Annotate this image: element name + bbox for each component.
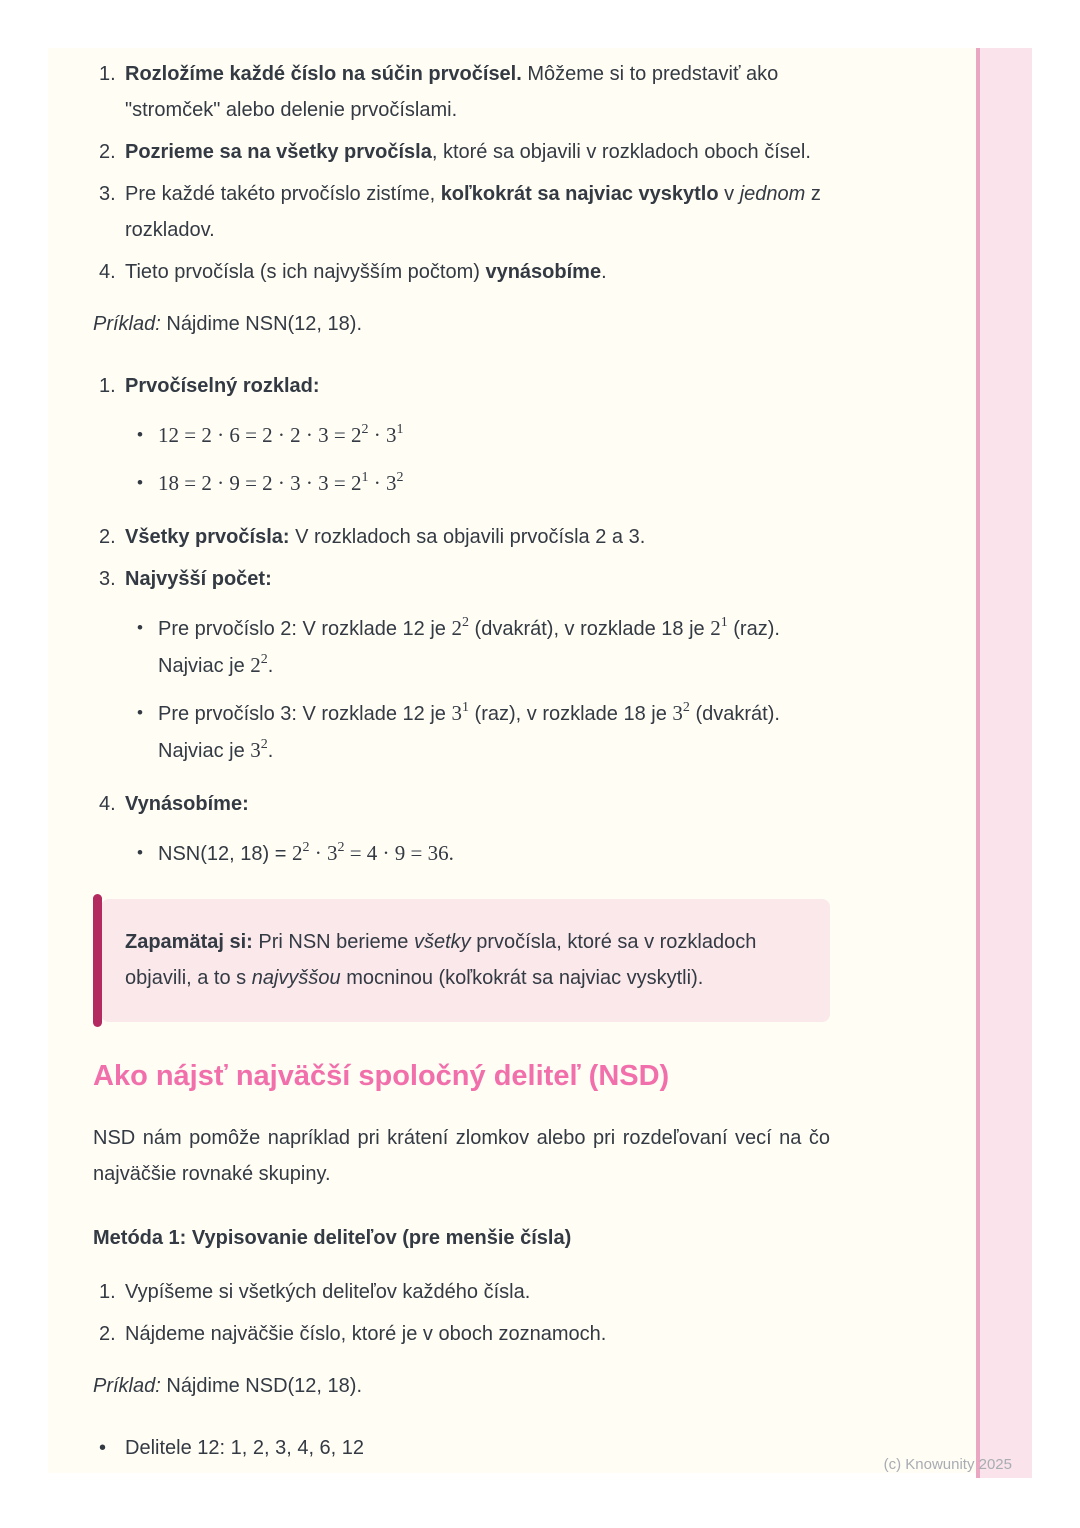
list-item [137, 695, 830, 769]
text-run: NSN(12, 18) = [158, 843, 292, 865]
list-number: 4. [99, 261, 116, 283]
text-run: mocninou (koľkokrát sa najviac vyskytli). [340, 967, 704, 989]
text-run: Zapamätaj si: [125, 931, 253, 953]
bullet-icon: • [99, 1437, 107, 1459]
callout-text [125, 924, 800, 996]
text-run: 1 [361, 470, 369, 486]
text-run: (raz). Najviac je [158, 618, 780, 677]
list-item [93, 1316, 830, 1352]
text-run: Môžeme si to predstaviť ako "stromček" alebo delenie prvočíslami. [125, 63, 779, 121]
text-run: Najvyšší počet: [125, 568, 272, 590]
list-item-text [158, 695, 830, 769]
text-run: 12 = 2 · 6 = 2 · 2 · 3 = 2 [158, 423, 362, 447]
nsn-steps-list [93, 56, 830, 290]
text-run: Vynásobíme: [125, 793, 249, 815]
list-number: 1. [99, 1281, 116, 1303]
list-number: 3. [99, 568, 116, 590]
text-run: . [267, 740, 274, 762]
text-run: 2 [682, 700, 690, 716]
text-run: . [601, 261, 607, 283]
nsn-example-steps [93, 368, 830, 883]
text-run: , ktoré sa objavili v rozkladoch oboch čísel. [431, 141, 811, 163]
text-run: Pre prvočíslo 2: V rozklade 12 je [158, 618, 452, 640]
text-run: z rozkladov. [125, 183, 821, 241]
list-item [137, 465, 830, 502]
list-item-text [158, 835, 830, 872]
bullet-list [137, 417, 830, 502]
text-run: 2 [260, 737, 268, 753]
list-number: 4. [99, 793, 116, 815]
text-run: . [267, 655, 274, 677]
text-run: 2 [337, 840, 345, 856]
text-run: · 3 [368, 423, 397, 447]
list-item-text [158, 465, 830, 502]
list-item-text [125, 1274, 830, 1310]
text-run: vynásobíme [485, 261, 602, 283]
text-run: Vypíšeme si všetkých deliteľov každého čísla. [125, 1281, 531, 1303]
text-run: 3 [672, 701, 683, 725]
nsd-intro [93, 1120, 830, 1192]
list-number: 1. [99, 375, 116, 397]
text-run: (raz), v rozklade 18 je [468, 703, 673, 725]
list-item-text [125, 1430, 830, 1466]
list-item [93, 254, 830, 290]
text-run: 2 [451, 616, 462, 640]
list-item-text [125, 254, 830, 290]
text-run: prvočísla, ktoré sa v rozkladoch objavili, a to s [125, 931, 757, 989]
text-run: 2 [396, 470, 404, 486]
list-item-text [125, 561, 830, 780]
list-item-text [125, 56, 830, 128]
copyright-watermark: (c) Knowunity 2025 [883, 1456, 1012, 1473]
text-run: koľkokrát sa najviac vyskytlo [440, 183, 719, 205]
method1-steps [93, 1274, 830, 1352]
list-number: 2. [99, 1323, 116, 1345]
method1-title [93, 1220, 830, 1256]
text-run: Príklad: [93, 1375, 161, 1397]
text-run: 2 [361, 422, 369, 438]
text-run: 1 [720, 615, 728, 631]
bullet-icon: • [137, 843, 143, 862]
text-run: Pre každé takéto prvočíslo zistíme, [125, 183, 441, 205]
page-edge-stripe [976, 48, 1032, 1478]
bullet-icon: • [137, 703, 143, 722]
text-run: 3 [250, 738, 261, 762]
list-item [93, 561, 830, 780]
bullet-icon: • [137, 618, 143, 637]
list-item [137, 417, 830, 454]
nsd-section-title [93, 1058, 830, 1094]
text-run: (dvakrát), v rozklade 18 je [468, 618, 711, 640]
text-run: (dvakrát). Najviac je [158, 703, 780, 762]
callout-accent-bar [93, 894, 102, 1027]
remember-callout [101, 899, 830, 1022]
list-item [93, 176, 830, 248]
text-run: 1 [396, 422, 404, 438]
text-run: Rozložíme každé číslo na súčin prvočísel. [125, 63, 522, 85]
document-page [48, 48, 1032, 1473]
text-run: Metóda 1: Vypisovanie deliteľov (pre menšie čísla) [93, 1227, 572, 1249]
text-run: 2 [291, 841, 303, 865]
list-item-text [158, 610, 830, 684]
text-run: v [718, 183, 740, 205]
text-run: 2 [260, 652, 268, 668]
list-item [137, 610, 830, 684]
text-run: Delitele 12: 1, 2, 3, 4, 6, 12 [125, 1437, 365, 1459]
text-run: 2 [250, 653, 261, 677]
list-item-text [125, 134, 830, 170]
text-run: Nájdeme najväčšie číslo, ktoré je v oboch zoznamoch. [125, 1323, 607, 1345]
text-run: Pri NSN berieme [252, 931, 414, 953]
text-run: 18 = 2 · 9 = 2 · 3 · 3 = 2 [158, 471, 362, 495]
bullet-list [137, 835, 830, 872]
text-run: 2 [461, 615, 469, 631]
text-run: Prvočíselný rozklad: [125, 375, 320, 397]
list-item [93, 519, 830, 555]
text-run: 3 [451, 701, 462, 725]
list-number: 1. [99, 63, 116, 85]
text-run: najvyššou [251, 967, 341, 989]
list-item [137, 835, 830, 872]
text-run: 1 [461, 700, 469, 716]
list-item-text [125, 519, 830, 555]
list-number: 2. [99, 526, 116, 548]
list-item-text [125, 368, 830, 513]
list-item [93, 1274, 830, 1310]
bullet-list [137, 610, 830, 769]
list-item [93, 56, 830, 128]
text-run: Nájdime NSD(12, 18). [160, 1375, 362, 1397]
nsd-example-intro [93, 1368, 830, 1404]
list-item-text [125, 176, 830, 248]
document-content [93, 56, 830, 1482]
text-run: 2 [710, 616, 721, 640]
list-number: 2. [99, 141, 116, 163]
text-run: Príklad: [93, 313, 161, 335]
list-item [93, 134, 830, 170]
list-item-text [125, 1316, 830, 1352]
divisors-list [93, 1430, 830, 1466]
list-number: 3. [99, 183, 116, 205]
text-run: · 3 [368, 471, 397, 495]
text-run: 2 [302, 840, 310, 856]
bullet-icon: • [137, 425, 143, 444]
list-item-text [158, 417, 830, 454]
text-run: Pozrieme sa na všetky prvočísla [125, 141, 432, 163]
text-run: Ako nájsť najväčší spoločný deliteľ (NSD) [93, 1060, 670, 1092]
list-item [93, 368, 830, 513]
text-run: Nájdime NSN(12, 18). [160, 313, 362, 335]
text-run: jednom [739, 183, 806, 205]
text-run: = 4 · 9 = 36. [344, 841, 454, 865]
text-run: Všetky prvočísla: [125, 526, 290, 548]
nsn-example-intro [93, 306, 830, 342]
list-item [93, 1430, 830, 1466]
list-item-text [125, 786, 830, 883]
text-run: V rozkladoch sa objavili prvočísla 2 a 3. [289, 526, 646, 548]
text-run: Pre prvočíslo 3: V rozklade 12 je [158, 703, 452, 725]
list-item [93, 786, 830, 883]
text-run: · 3 [309, 841, 338, 865]
text-run: všetky [413, 931, 471, 953]
text-run: Tieto prvočísla (s ich najvyšším počtom) [125, 261, 486, 283]
bullet-icon: • [137, 473, 143, 492]
text-run: NSD nám pomôže napríklad pri krátení zlomkov alebo pri rozdeľovaní vecí na čo najväčšie rovnaké skupiny. [93, 1127, 830, 1185]
